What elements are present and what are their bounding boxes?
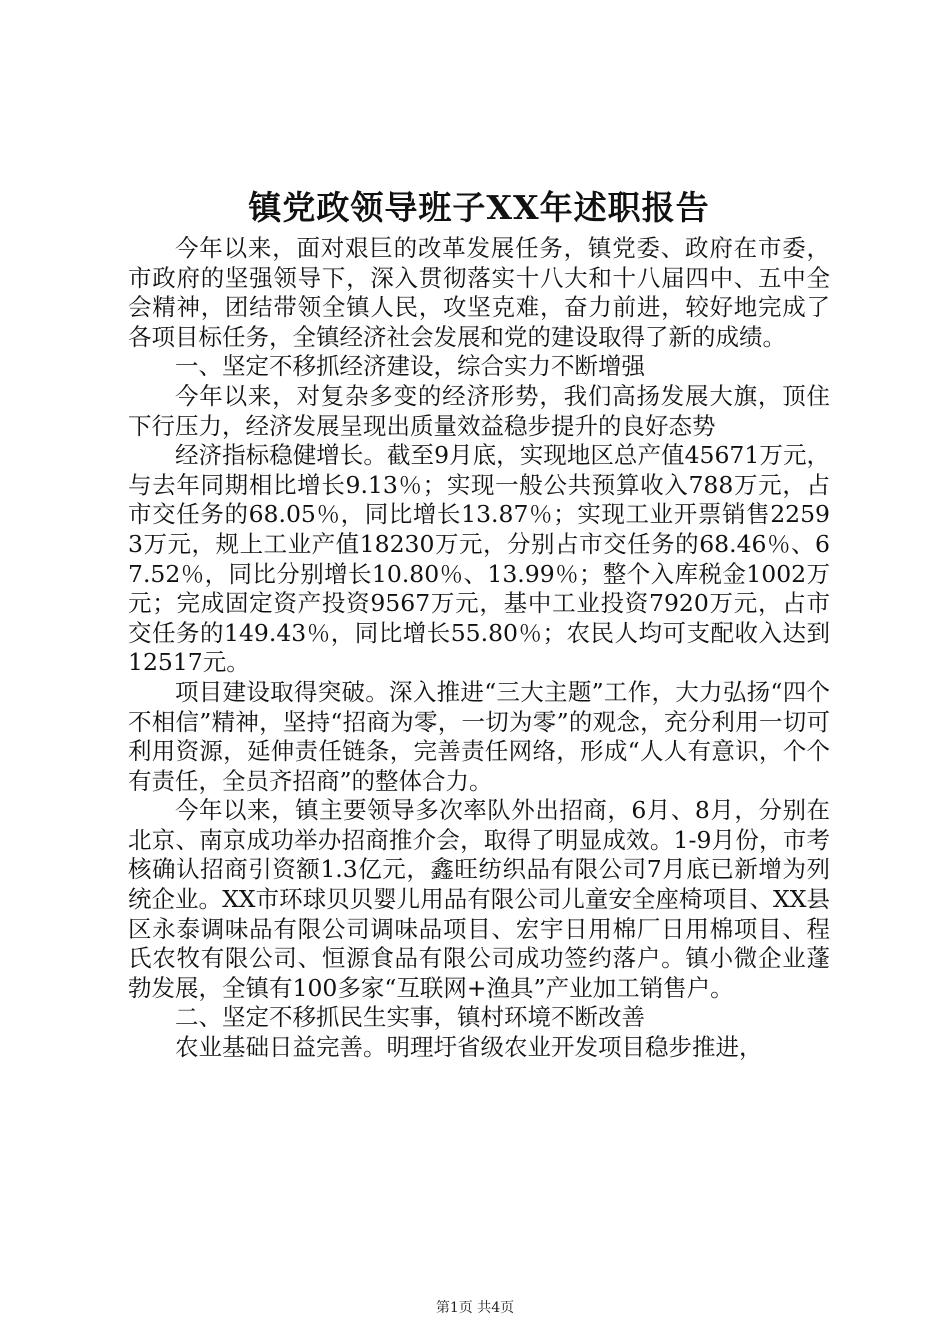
page-title: 镇党政领导班子XX年述职报告: [248, 188, 710, 227]
page-footer: 第1页 共4页: [435, 1300, 515, 1316]
section-heading-2: 二、坚定不移抓民生实事，镇村环境不断改善: [175, 1003, 645, 1032]
section-2-paragraph-1: 农业基础日益完善。明理圩省级农业开发项目稳步推进，: [175, 1033, 763, 1062]
section-1-paragraph-1: 今年以来，对复杂多变的经济形势，我们高扬发展大旗，顶住下行压力，经济发展呈现出质量效益稳步提升的良好态势: [128, 381, 830, 440]
document-page: [128, 0, 830, 1344]
section-1-paragraph-2: 经济指标稳健增长。截至9月底，实现地区总产值45671万元，与去年同期相比增长9.13％；实现一般公共预算收入788万元，占市交任务的68.05％，同比增长13.87％；实现工业开票销售22593万元，规上工业产值18230万元，分别占市交任务的68.46％、67.52％，同比分别增长10.80％、13.99％；整个入库税金1002万元；完成固定资产投资9567万元，基中工业投资7920万元，占市交任务的149.43％，同比增长55.80％；农民人均可支配收入达到12517元。: [128, 441, 830, 677]
document-body: [128, 234, 830, 1063]
intro-paragraph: 今年以来，面对艰巨的改革发展任务，镇党委、政府在市委，市政府的坚强领导下，深入贯彻落实十八大和十八届四中、五中全会精神，团结带领全镇人民，攻坚克难，奋力前进，较好地完成了各项目标任务，全镇经济社会发展和党的建设取得了新的成绩。: [128, 234, 830, 351]
section-1-paragraph-3: 项目建设取得突破。深入推进“三大主题”工作，大力弘扬“四个不相信”精神，坚持“招商为零，一切为零”的观念，充分利用一切可利用资源，延伸责任链条，完善责任网络，形成“人人有意识，个个有责任，全员齐招商”的整体合力。: [128, 677, 830, 795]
section-1-paragraph-4: 今年以来，镇主要领导多次率队外出招商，6月、8月，分别在北京、南京成功举办招商推介会，取得了明显成效。1-9月份，市考核确认招商引资额1.3亿元，鑫旺纺织品有限公司7月底已新增为列统企业。XX市环球贝贝婴儿用品有限公司儿童安全座椅项目、XX县区永泰调味品有限公司调味品项目、宏宇日用棉厂日用棉项目、程氏农牧有限公司、恒源食品有限公司成功签约落户。镇小微企业蓬勃发展，全镇有100多家“互联网+渔具”产业加工销售户。: [128, 796, 830, 1002]
section-heading-1: 一、坚定不移抓经济建设，综合实力不断增强: [175, 352, 645, 381]
